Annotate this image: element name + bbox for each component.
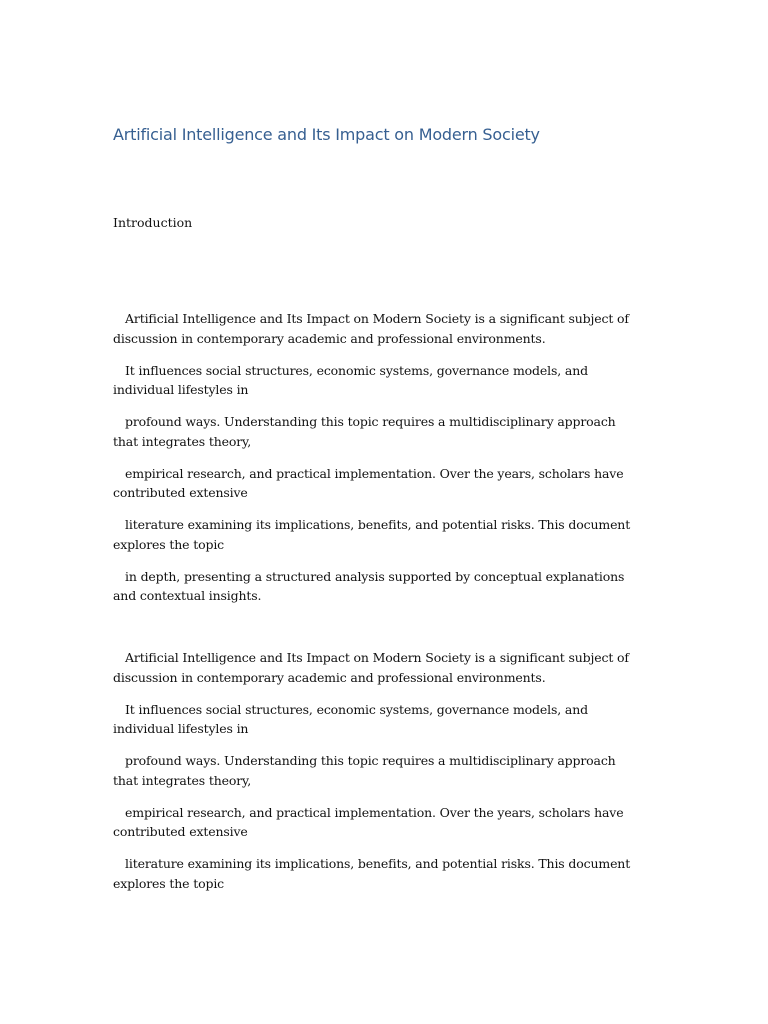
paragraph: in depth, presenting a structured analysis supported by conceptual explanations and contextual insights. <box>113 568 625 604</box>
section-heading: Introduction <box>113 215 193 230</box>
paragraph: It influences social structures, economic systems, governance models, and individual lifestyles in <box>113 701 588 737</box>
body-section <box>113 648 643 906</box>
paragraph: empirical research, and practical implementation. Over the years, scholars have contributed extensive <box>113 465 624 501</box>
paragraph: profound ways. Understanding this topic requires a multidisciplinary approach that integrates theory, <box>113 753 616 788</box>
body-section <box>113 309 643 619</box>
paragraph: profound ways. Understanding this topic requires a multidisciplinary approach that integrates theory, <box>113 414 616 449</box>
paragraph: empirical research, and practical implementation. Over the years, scholars have contributed extensive <box>113 804 624 840</box>
paragraph: literature examining its implications, benefits, and potential risks. This document explores the topic <box>113 517 631 552</box>
document-title: Artificial Intelligence and Its Impact on Modern Society <box>113 125 540 144</box>
paragraph: It influences social structures, economic systems, governance models, and individual lifestyles in <box>113 362 588 398</box>
paragraph: literature examining its implications, benefits, and potential risks. This document explores the topic <box>113 856 631 891</box>
paragraph: Artificial Intelligence and Its Impact on Modern Society is a significant subject of discussion in contemporary academic and professional environments. <box>113 311 629 346</box>
paragraph: Artificial Intelligence and Its Impact on Modern Society is a significant subject of discussion in contemporary academic and professional environments. <box>113 650 629 685</box>
